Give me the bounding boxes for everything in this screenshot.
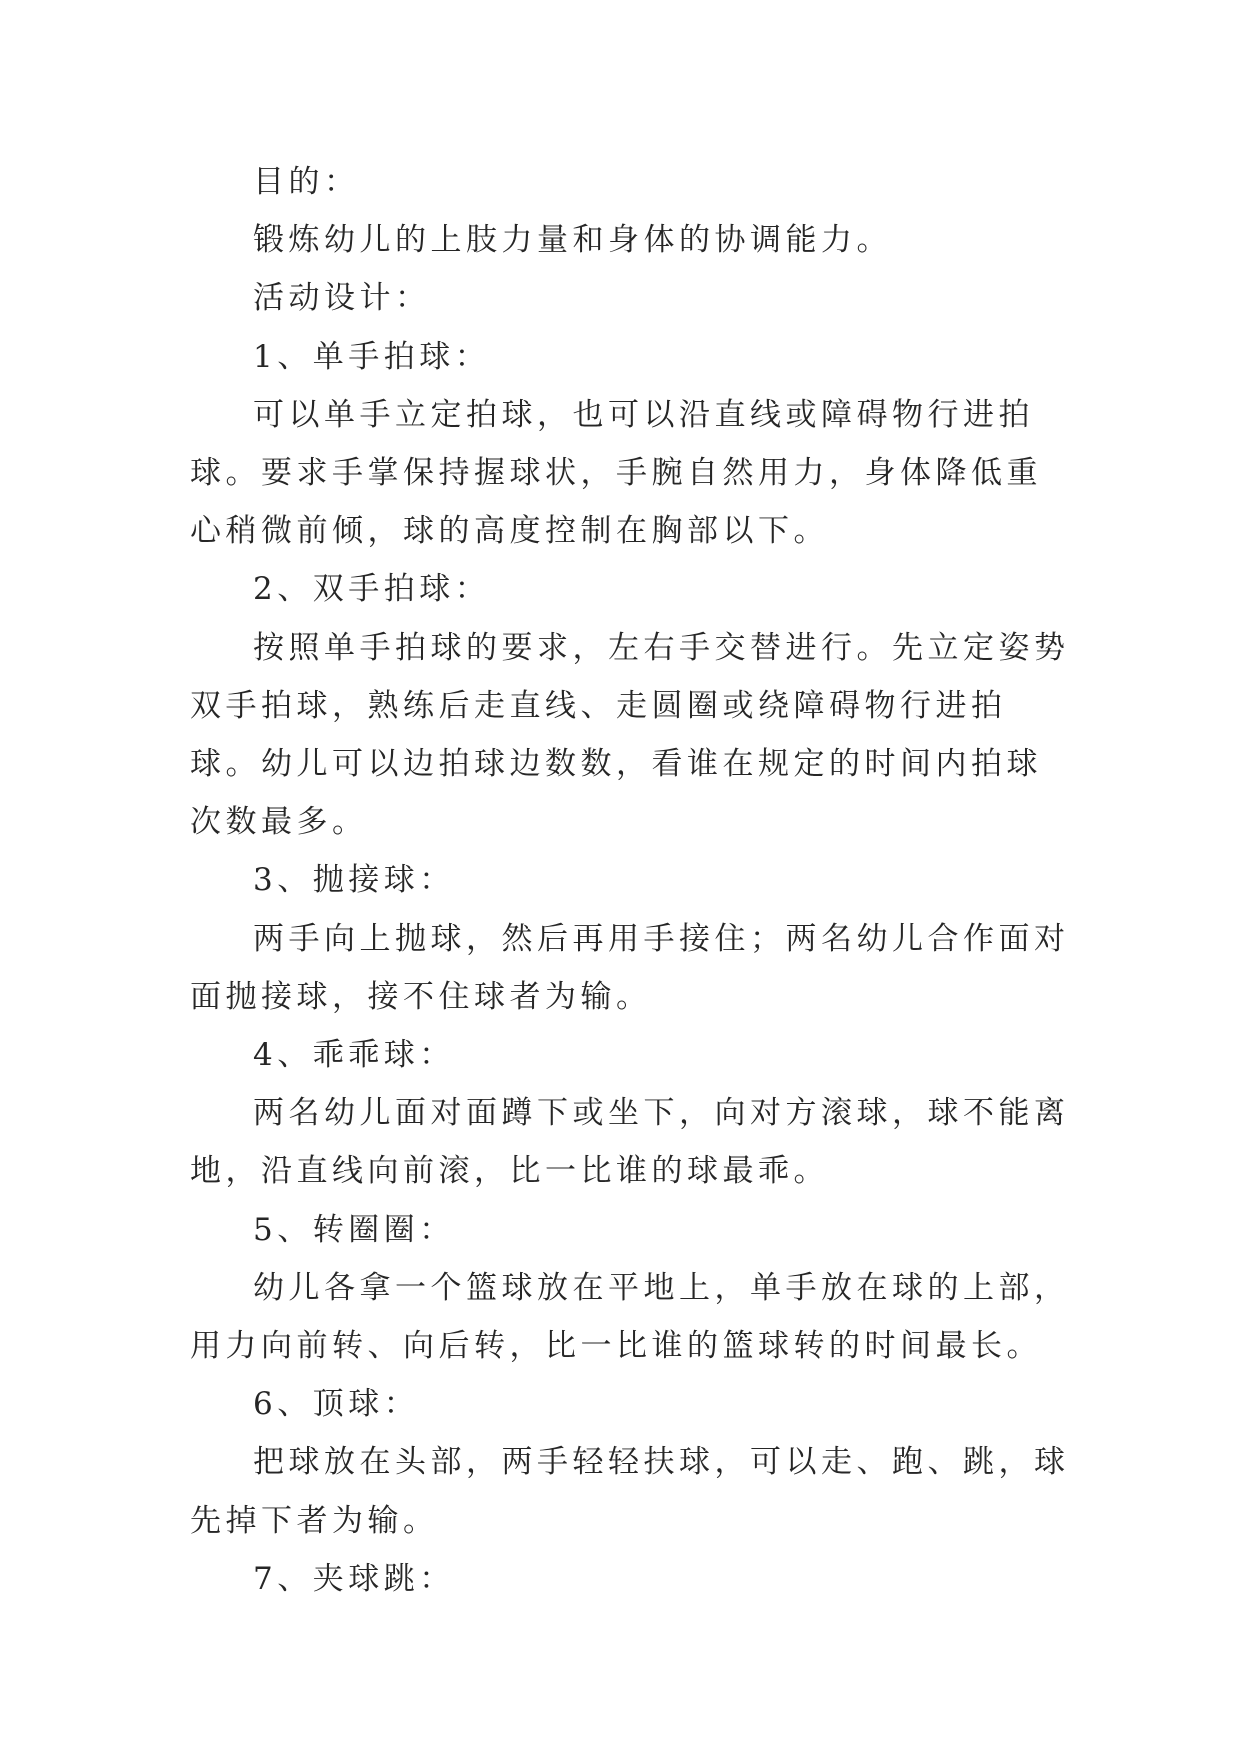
item-body-2: 按照单手拍球的要求，左右手交替进行。先立定姿势双手拍球，熟练后走直线、走圆圈或绕障碍物行进拍球。幼儿可以边拍球边数数，看谁在规定的时间内拍球次数最多。 bbox=[190, 629, 1070, 841]
item-body-1: 可以单手立定拍球，也可以沿直线或障碍物行进拍球。要求手掌保持握球状，手腕自然用力，身体降低重心稍微前倾，球的高度控制在胸部以下。 bbox=[190, 396, 1042, 550]
item-heading-7: 7、夹球跳： bbox=[253, 1560, 455, 1597]
item-heading-2: 2、双手拍球： bbox=[253, 571, 491, 608]
heading-activity-design: 活动设计： bbox=[253, 280, 431, 317]
item-heading-1: 1、单手拍球： bbox=[253, 338, 491, 375]
item-body-5: 幼儿各拿一个篮球放在平地上，单手放在球的上部，用力向前转、向后转，比一比谁的篮球转的时间最长。 bbox=[190, 1269, 1070, 1365]
heading-purpose: 目的： bbox=[253, 164, 360, 200]
item-body-4: 两名幼儿面对面蹲下或坐下，向对方滚球，球不能离地，沿直线向前滚，比一比谁的球最乖。 bbox=[190, 1095, 1070, 1190]
item-heading-6: 6、顶球： bbox=[253, 1386, 420, 1423]
item-heading-4: 4、乖乖球： bbox=[253, 1037, 455, 1074]
item-heading-5: 5、转圈圈： bbox=[253, 1211, 455, 1248]
document-body bbox=[190, 153, 1070, 1608]
item-body-6: 把球放在头部，两手轻轻扶球，可以走、跑、跳，球先掉下者为输。 bbox=[190, 1444, 1070, 1539]
paragraph-purpose: 锻炼幼儿的上肢力量和身体的协调能力。 bbox=[253, 222, 892, 259]
item-heading-3: 3、抛接球： bbox=[253, 862, 455, 899]
item-body-3: 两手向上抛球，然后再用手接住；两名幼儿合作面对面抛接球，接不住球者为输。 bbox=[190, 920, 1070, 1015]
